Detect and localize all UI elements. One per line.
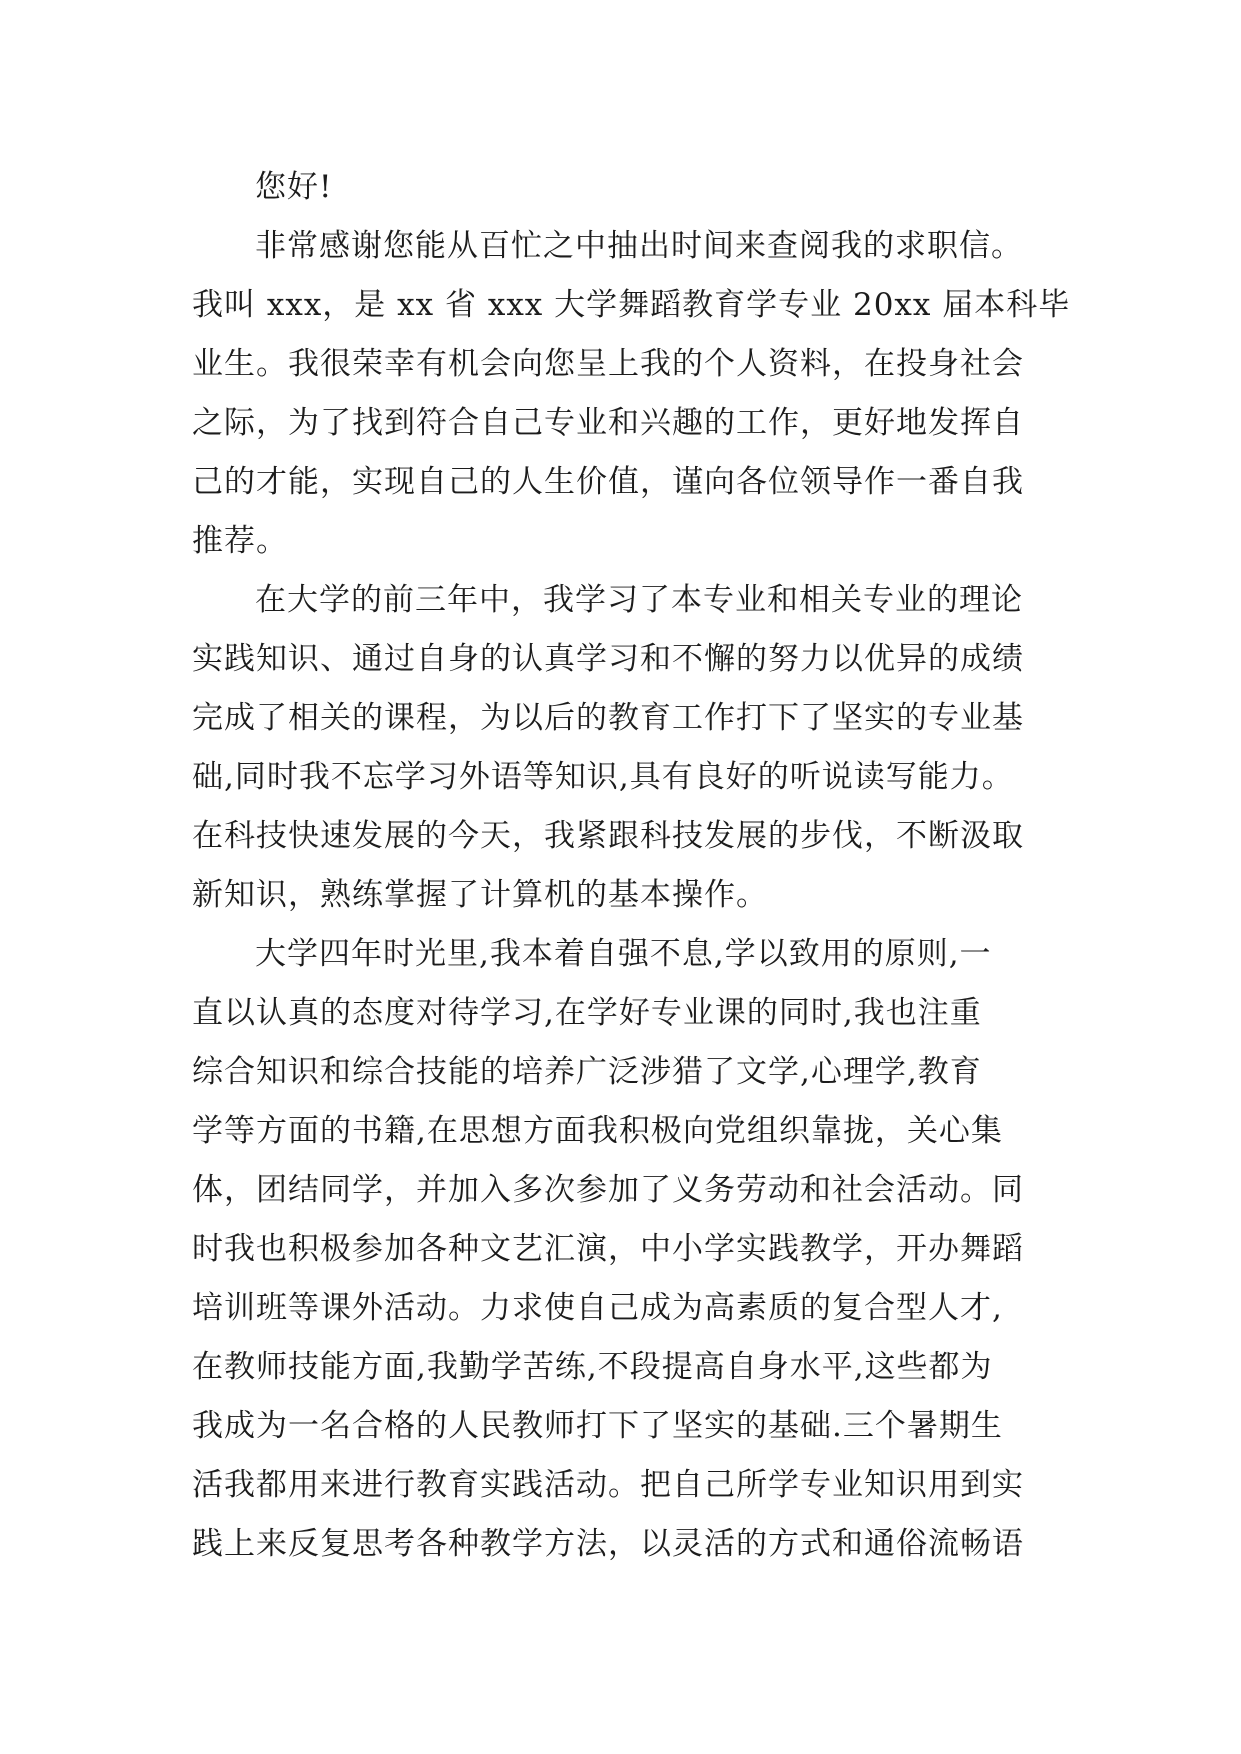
paragraph-1-line-6: 推荐。	[192, 523, 288, 559]
paragraph-3-line-2: 直以认真的态度对待学习,在学好专业课的同时,我也注重	[192, 995, 982, 1031]
paragraph-2-line-3: 完成了相关的课程，为以后的教育工作打下了坚实的专业基	[192, 700, 1024, 736]
paragraph-3-line-10: 活我都用来进行教育实践活动。把自己所学专业知识用到实	[192, 1467, 1024, 1503]
paragraph-3-line-6: 时我也积极参加各种文艺汇演，中小学实践教学，开办舞蹈	[192, 1231, 1024, 1267]
greeting-line: 您好!	[255, 169, 333, 205]
paragraph-3-line-8: 在教师技能方面,我勤学苦练,不段提高自身水平,这些都为	[192, 1349, 993, 1385]
paragraph-1-line-5: 己的才能，实现自己的人生价值，谨向各位领导作一番自我	[192, 464, 1024, 500]
paragraph-3-line-4: 学等方面的书籍,在思想方面我积极向党组织靠拢，关心集	[192, 1113, 1003, 1149]
paragraph-1-line-1: 非常感谢您能从百忙之中抽出时间来查阅我的求职信。	[255, 228, 1023, 264]
paragraph-1-line-3: 业生。我很荣幸有机会向您呈上我的个人资料，在投身社会	[192, 346, 1024, 382]
paragraph-2-line-2: 实践知识、通过自身的认真学习和不懈的努力以优异的成绩	[192, 641, 1024, 677]
paragraph-3-line-3: 综合知识和综合技能的培养广泛涉猎了文学,心理学,教育	[192, 1054, 982, 1090]
paragraph-1-line-2: 我叫 xxx，是 xx 省 xxx 大学舞蹈教育学专业 20xx 届本科毕	[192, 287, 1071, 323]
paragraph-3-line-5: 体，团结同学，并加入多次参加了义务劳动和社会活动。同	[192, 1172, 1024, 1208]
letter-body	[192, 158, 1072, 1574]
paragraph-2-line-5: 在科技快速发展的今天，我紧跟科技发展的步伐，不断汲取	[192, 818, 1024, 854]
paragraph-1-line-4: 之际，为了找到符合自己专业和兴趣的工作，更好地发挥自	[192, 405, 1024, 441]
paragraph-3-line-9: 我成为一名合格的人民教师打下了坚实的基础.三个暑期生	[192, 1408, 1003, 1444]
paragraph-3-line-11: 践上来反复思考各种教学方法，以灵活的方式和通俗流畅语	[192, 1526, 1024, 1562]
paragraph-2-line-1: 在大学的前三年中，我学习了本专业和相关专业的理论	[255, 582, 1023, 618]
paragraph-2-line-4: 础,同时我不忘学习外语等知识,具有良好的听说读写能力。	[192, 759, 1014, 795]
paragraph-2-line-6: 新知识，熟练掌握了计算机的基本操作。	[192, 877, 768, 913]
paragraph-3-line-7: 培训班等课外活动。力求使自己成为高素质的复合型人才,	[192, 1290, 1003, 1326]
paragraph-3-line-1: 大学四年时光里,我本着自强不息,学以致用的原则,一	[255, 936, 992, 972]
